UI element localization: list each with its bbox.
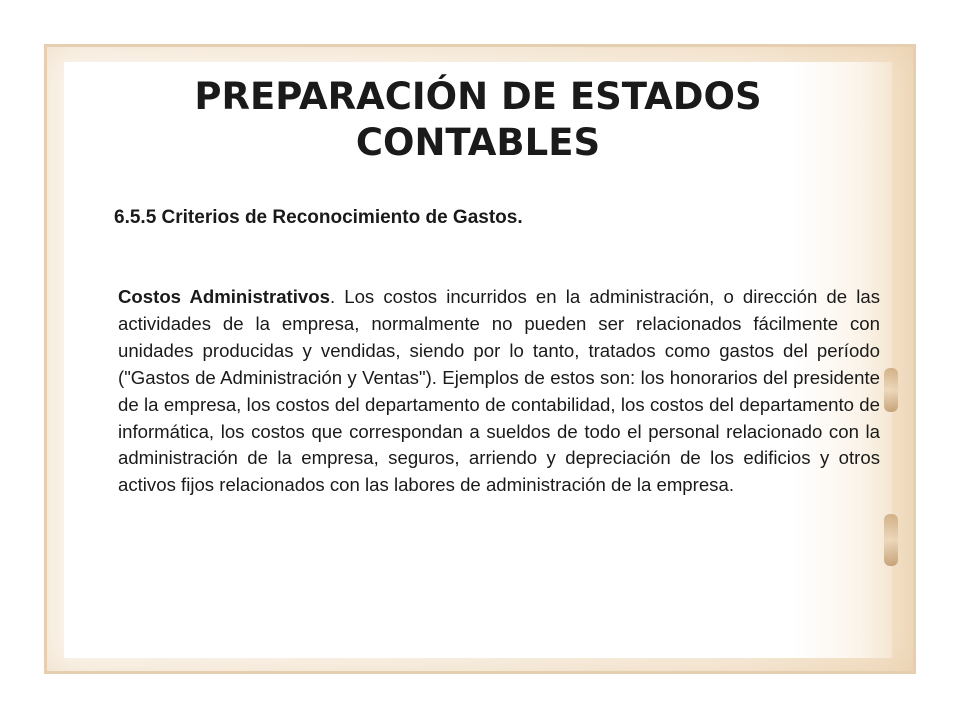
- slide-title-line2: CONTABLES: [355, 121, 601, 164]
- body-text: . Los costos incurridos en la administración, o dirección de las actividades de la empresa, normalmente no pueden ser relacionados fácilmente con unidades producidas y vendidas, siendo por lo tanto, tratados como gastos del período ("Gastos de Administración y Ventas"). Ejemplos de estos son: los honorarios del presidente de la empresa, los costos del departamento de contabilidad, los costos del departamento de informática, los costos que correspondan a sueldos de todo el personal relacionado con la administración de la empresa, seguros, arriendo y depreciación de los edificios y otros activos fijos relacionados con las labores de administración de la empresa.: [118, 286, 880, 496]
- ornament-bottom: [884, 514, 898, 566]
- section-heading: 6.5.5 Criterios de Reconocimiento de Gastos.: [114, 207, 523, 228]
- body-paragraph: [118, 284, 880, 499]
- slide-title-line1: PREPARACIÓN DE ESTADOS: [194, 75, 762, 118]
- body-lead-term: Costos Administrativos: [118, 286, 330, 307]
- ornament-top: [884, 368, 898, 412]
- slide-title: [110, 74, 846, 166]
